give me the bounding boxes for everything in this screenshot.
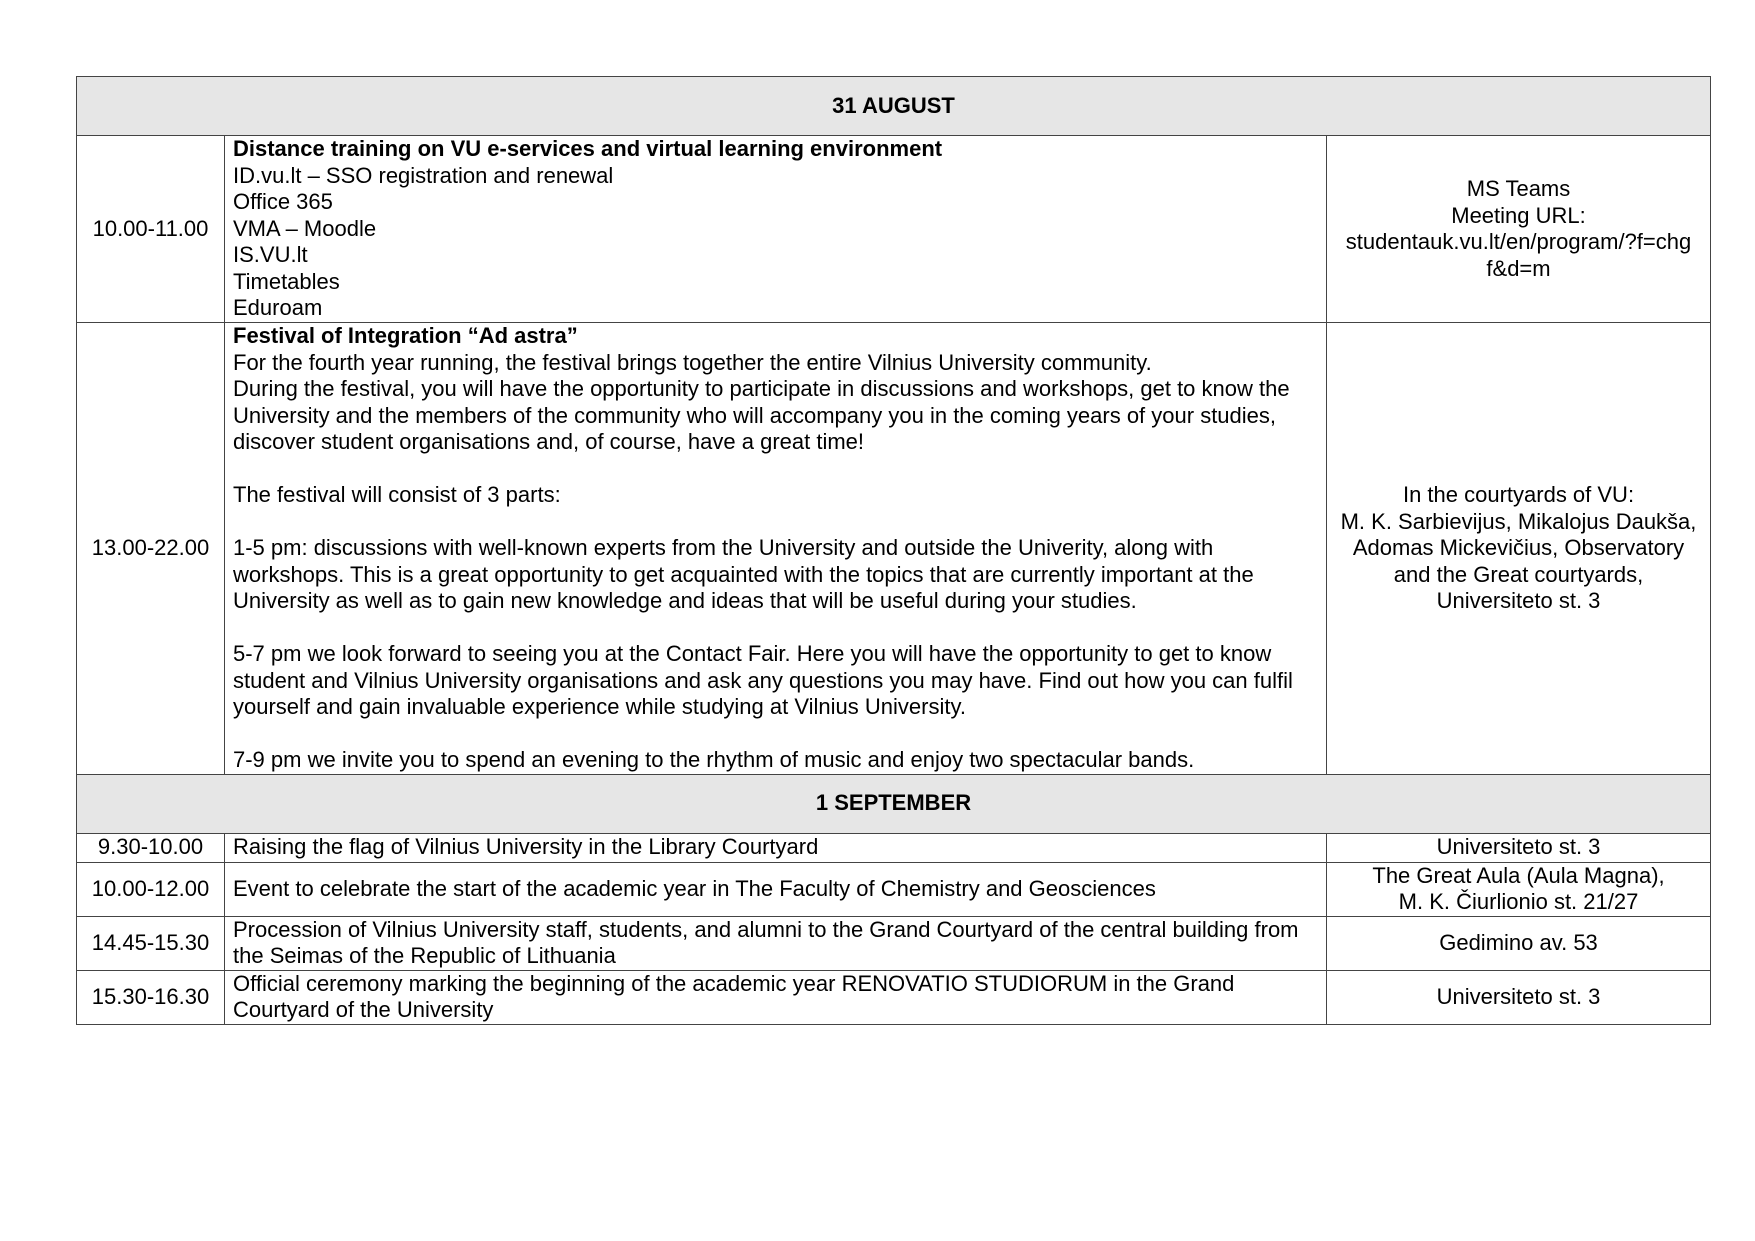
event-time: 9.30-10.00 — [77, 833, 225, 862]
event-line: Office 365 — [233, 189, 333, 215]
event-paragraph: 1-5 pm: discussions with well-known experts from the University and outside the Univerity, along with workshops. This is a great opportunity to get acquainted with the topics that are currently important at the University as well as to gain new knowledge and ideas that will be useful during your studies. — [233, 535, 1254, 613]
table-row — [77, 970, 1711, 1024]
event-description — [225, 136, 1327, 323]
location-line: Gedimino av. 53 — [1439, 929, 1598, 955]
event-line: ID.vu.lt – SSO registration and renewal — [233, 162, 614, 188]
event-paragraph: 5-7 pm we look forward to seeing you at the Contact Fair. Here you will have the opportunity to get to know student and Vilnius University organisations and ask any questions you may have. Find out how you can fulfil yourself and gain invaluable experience while studying at Vilnius University. — [233, 641, 1293, 719]
event-heading: Distance training on VU e-services and virtual learning environment — [233, 136, 943, 162]
event-line: Timetables — [233, 268, 340, 294]
event-line: VMA – Moodle — [233, 215, 377, 241]
event-description: Raising the flag of Vilnius University in the Library Courtyard — [225, 833, 1327, 862]
schedule-table — [76, 76, 1711, 1025]
table-row — [77, 862, 1711, 916]
location-line: Universiteto st. 3 — [1436, 983, 1601, 1009]
event-line: IS.VU.lt — [233, 242, 308, 268]
event-time: 10.00-11.00 — [77, 136, 225, 323]
event-time: 15.30-16.30 — [77, 970, 225, 1024]
location-line: Universiteto st. 3 — [1436, 588, 1601, 613]
location-line: studentauk.vu.lt/en/program/?f=chg — [1345, 229, 1692, 254]
day-title: 31 AUGUST — [77, 77, 1711, 136]
day-title: 1 SEPTEMBER — [77, 774, 1711, 833]
table-row — [77, 916, 1711, 970]
event-paragraph: The festival will consist of 3 parts: — [233, 482, 561, 507]
location-line: Meeting URL: — [1451, 202, 1586, 228]
table-row — [77, 323, 1711, 775]
event-line: Eduroam — [233, 295, 323, 321]
location-line: In the courtyards of VU: — [1402, 482, 1635, 507]
table-row — [77, 136, 1711, 323]
event-description — [225, 323, 1327, 775]
event-time: 13.00-22.00 — [77, 323, 225, 775]
location-line: MS Teams — [1466, 176, 1571, 201]
location-line: M. K. Čiurlionio st. 21/27 — [1398, 889, 1639, 914]
event-description: Procession of Vilnius University staff, students, and alumni to the Grand Courtyard of the central building from the Seimas of the Republic of Lithuania — [225, 916, 1327, 970]
event-location — [1327, 970, 1711, 1024]
event-heading: Festival of Integration “Ad astra” — [233, 323, 578, 348]
event-location — [1327, 862, 1711, 916]
location-line: f&d=m — [1486, 255, 1551, 281]
event-location — [1327, 136, 1711, 323]
event-paragraph: For the fourth year running, the festival brings together the entire Vilnius University community. — [233, 349, 1152, 375]
event-time: 14.45-15.30 — [77, 916, 225, 970]
event-description: Event to celebrate the start of the academic year in The Faculty of Chemistry and Geosciences — [225, 862, 1327, 916]
day-header-row — [77, 77, 1711, 136]
location-line: Universiteto st. 3 — [1436, 834, 1601, 860]
event-location — [1327, 833, 1711, 862]
location-line: The Great Aula (Aula Magna), — [1372, 862, 1665, 888]
event-description: Official ceremony marking the beginning of the academic year RENOVATIO STUDIORUM in the Grand Courtyard of the University — [225, 970, 1327, 1024]
day-header-row — [77, 774, 1711, 833]
event-paragraph: During the festival, you will have the opportunity to participate in discussions and workshops, get to know the University and the members of the community who will accompany you in the coming years of your studies, discover student organisations and, of course, have a great time! — [233, 376, 1290, 454]
event-location — [1327, 916, 1711, 970]
location-line: M. K. Sarbievijus, Mikalojus Daukša, Adomas Mickevičius, Observatory and the Great courtyards, — [1340, 508, 1697, 587]
event-paragraph: 7-9 pm we invite you to spend an evening to the rhythm of music and enjoy two spectacular bands. — [233, 747, 1195, 772]
event-time: 10.00-12.00 — [77, 862, 225, 916]
event-location — [1327, 323, 1711, 775]
table-row — [77, 833, 1711, 862]
